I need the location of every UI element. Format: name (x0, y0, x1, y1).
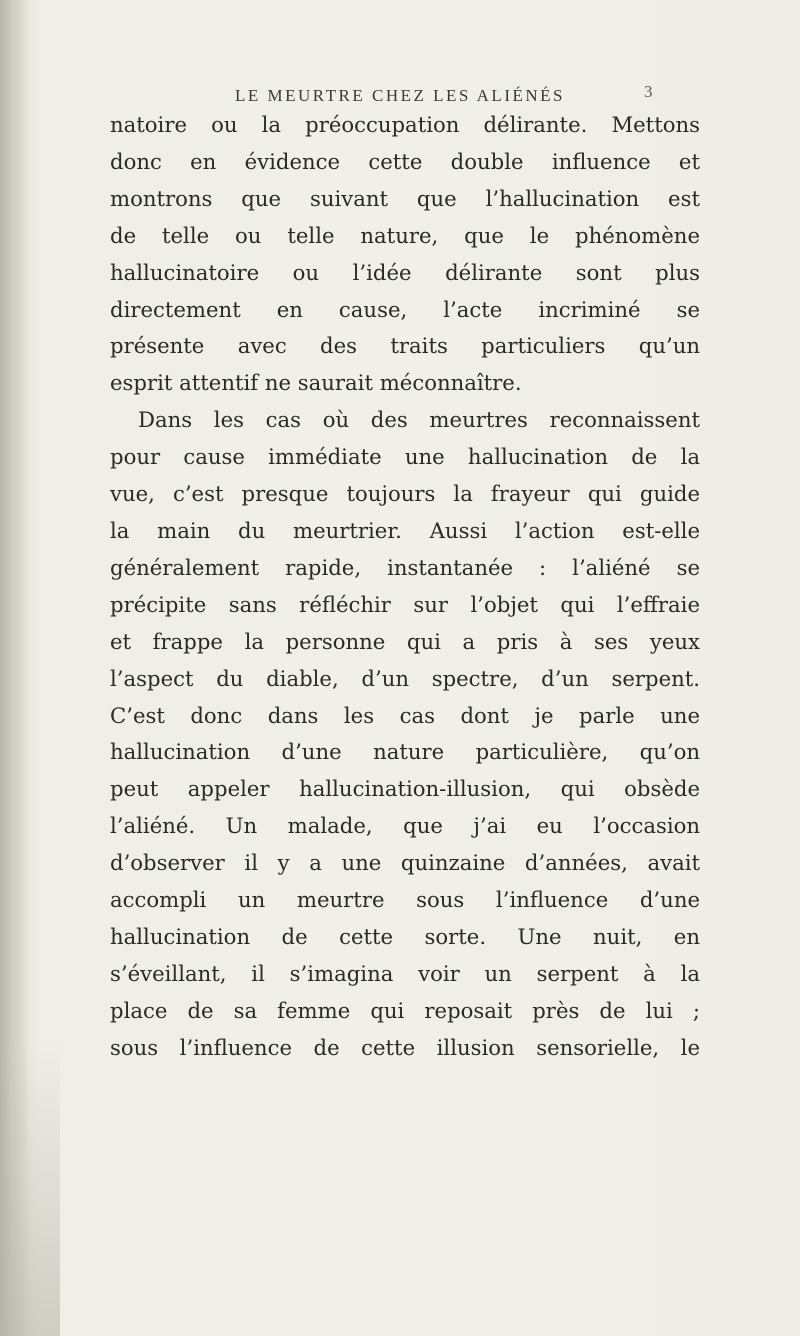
page-corner-shadow (0, 1040, 60, 1336)
text-line: vue, c’est presque toujours la frayeur qui guide (110, 481, 700, 507)
text-line-paragraph-start: Dans les cas où des meurtres reconnaissent (138, 407, 700, 433)
text-line: hallucination d’une nature particulière, qu’on (110, 739, 700, 765)
text-line: généralement rapide, instantanée : l’aliéné se (110, 554, 700, 580)
text-line: de telle ou telle nature, que le phénomène (110, 222, 700, 248)
text-line: place de sa femme qui reposait près de lui ; (110, 997, 700, 1023)
text-line: s’éveillant, il s’imagina voir un serpent à la (110, 960, 700, 986)
text-line: d’observer il y a une quinzaine d’années, avait (110, 850, 700, 876)
text-line: hallucinatoire ou l’idée délirante sont plus (110, 259, 700, 285)
text-line: présente avec des traits particuliers qu’un (110, 333, 700, 359)
text-line: l’aspect du diable, d’un spectre, d’un serpent. (110, 665, 700, 691)
text-line: peut appeler hallucination-illusion, qui obsède (110, 776, 700, 802)
text-line: montrons que suivant que l’hallucination est (110, 185, 700, 211)
text-line: C’est donc dans les cas dont je parle une (110, 702, 700, 728)
text-line: et frappe la personne qui a pris à ses yeux (110, 628, 700, 654)
body-text (110, 107, 700, 1067)
text-line: sous l’influence de cette illusion sensorielle, le (110, 1034, 700, 1060)
text-line: directement en cause, l’acte incriminé se (110, 296, 700, 322)
text-line: la main du meurtrier. Aussi l’action est-elle (110, 517, 700, 543)
text-line: donc en évidence cette double influence et (110, 148, 700, 174)
text-line-paragraph-end: esprit attentif ne saurait méconnaître. (110, 370, 522, 396)
running-header: LE MEURTRE CHEZ LES ALIÉNÉS (235, 86, 565, 105)
text-line: hallucination de cette sorte. Une nuit, en (110, 923, 700, 949)
text-line: natoire ou la préoccupation délirante. Mettons (110, 112, 700, 137)
text-line: précipite sans réfléchir sur l’objet qui l’effraie (110, 591, 700, 617)
page-number: 3 (644, 82, 653, 101)
text-line: pour cause immédiate une hallucination de la (110, 444, 700, 470)
text-line: l’aliéné. Un malade, que j’ai eu l’occasion (110, 813, 700, 839)
text-line: accompli un meurtre sous l’influence d’une (110, 887, 700, 913)
